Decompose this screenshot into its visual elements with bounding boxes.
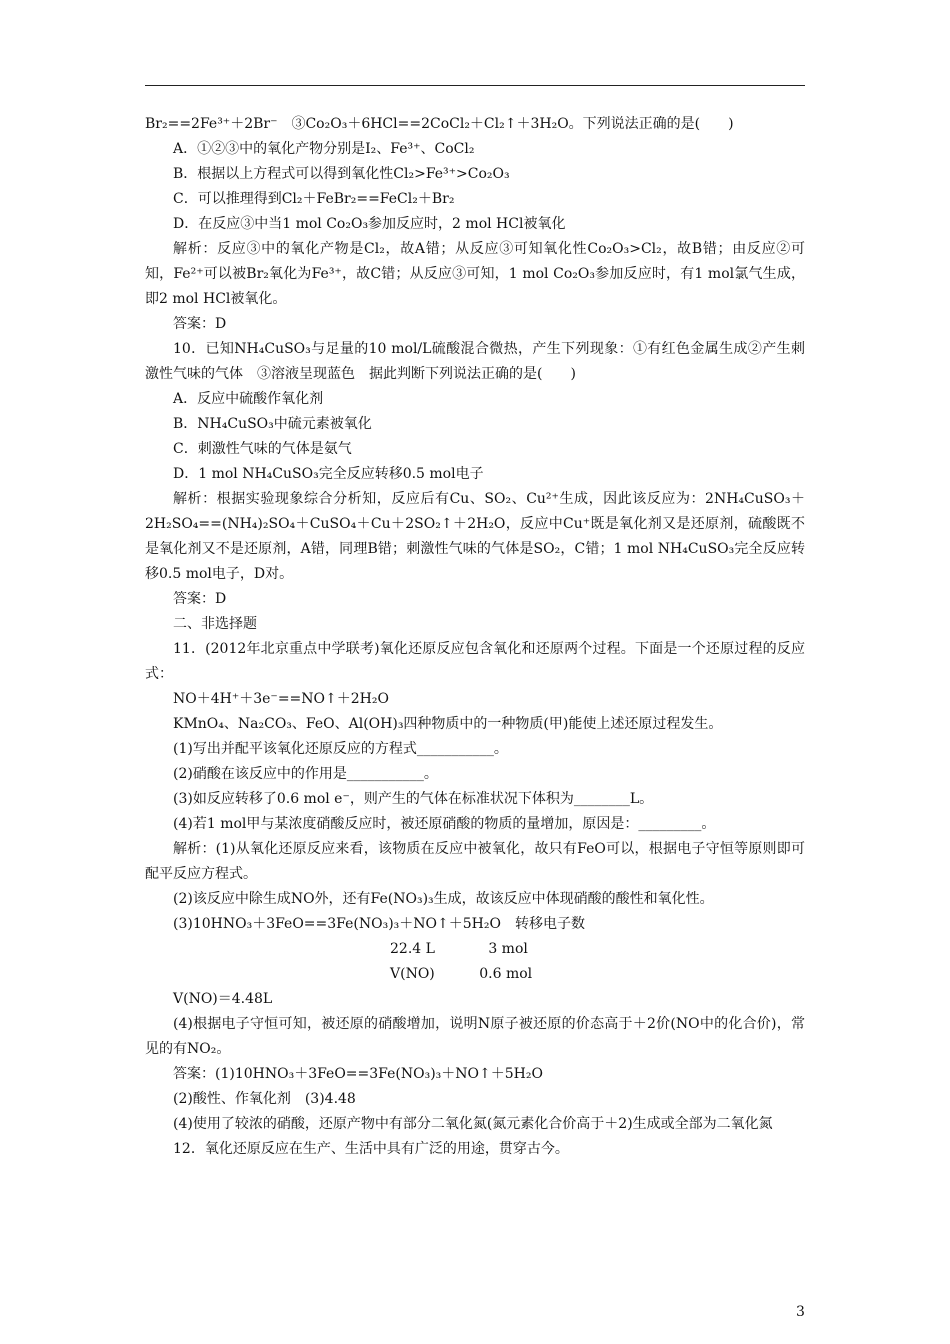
text-line: 答案：D (173, 591, 227, 607)
text-line: NO＋4H⁺＋3e⁻==NO↑＋2H₂O (173, 691, 389, 707)
text-line: V(NO) 0.6 mol (390, 966, 533, 982)
text-line: (1)写出并配平该氧化还原反应的方程式___________。 (173, 741, 508, 757)
text-line: (4)使用了较浓的硝酸，还原产物中有部分二氧化氮(氮元素化合价高于＋2)生成或全部为二氧化氮 (173, 1116, 773, 1132)
text-line: D．1 mol NH₄CuSO₃完全反应转移0.5 mol电子 (173, 466, 484, 482)
text-line: Br₂==2Fe³⁺＋2Br⁻ ③Co₂O₃＋6HCl==2CoCl₂＋Cl₂↑＋3H₂O。下列说法正确的是( ) (145, 116, 734, 132)
header-rule (145, 85, 805, 86)
page-body (145, 112, 805, 1162)
text-line: D．在反应③中当1 mol Co₂O₃参加反应时，2 mol HCl被氧化 (173, 216, 566, 232)
page-number: 3 (796, 1304, 805, 1320)
text-line: (2)酸性、作氧化剂 (3)4.48 (173, 1091, 356, 1107)
text-line: 11．(2012年北京重点中学联考)氧化还原反应包含氧化和还原两个过程。下面是一个还原过程的反应式： (145, 641, 805, 682)
text-line: C．刺激性气味的气体是氨气 (173, 441, 352, 457)
text-line: 10．已知NH₄CuSO₃与足量的10 mol/L硫酸混合微热，产生下列现象：①有红色金属生成②产生刺激性气味的气体 ③溶液呈现蓝色 据此判断下列说法正确的是( ) (145, 341, 805, 382)
text-line: (3)10HNO₃＋3FeO==3Fe(NO₃)₃＋NO↑＋5H₂O 转移电子数 (173, 916, 585, 932)
text-line: A．反应中硫酸作氧化剂 (173, 391, 324, 407)
text-line: 解析：根据实验现象综合分析知，反应后有Cu、SO₂、Cu²⁺生成，因此该反应为：2NH₄CuSO₃＋2H₂SO₄==(NH₄)₂SO₄＋CuSO₄＋Cu＋2SO₂↑＋2H₂O，反应中Cu⁺既是氧化剂又是还原剂，硫酸既不是氧化剂又不是还原剂，A错，同理B错；刺激性气味的气体是SO₂，C错；1 mol NH₄CuSO₃完全反应转移0.5 mol电子，D对。 (145, 491, 805, 582)
text-line: (2)该反应中除生成NO外，还有Fe(NO₃)₃生成，故该反应中体现硝酸的酸性和氧化性。 (173, 891, 714, 907)
text-line: 二、非选择题 (173, 616, 257, 632)
text-line: B．根据以上方程式可以得到氧化性Cl₂>Fe³⁺>Co₂O₃ (173, 166, 510, 182)
text-line: 答案：D (173, 316, 227, 332)
text-line: (4)若1 mol甲与某浓度硝酸反应时，被还原硝酸的物质的量增加，原因是：_________。 (173, 816, 716, 832)
text-line: 答案：(1)10HNO₃＋3FeO==3Fe(NO₃)₃＋NO↑＋5H₂O (173, 1066, 543, 1082)
text-line: (4)根据电子守恒可知，被还原的硝酸增加，说明N原子被还原的价态高于＋2价(NO中的化合价)，常见的有NO₂。 (145, 1016, 805, 1057)
text-line: 解析：反应③中的氧化产物是Cl₂，故A错；从反应③可知氧化性Co₂O₃>Cl₂，故B错；由反应②可知，Fe²⁺可以被Br₂氧化为Fe³⁺，故C错；从反应③可知，1 mol Co₂O₃参加反应时，有1 mol氯气生成，即2 mol HCl被氧化。 (145, 241, 805, 307)
text-line: V(NO)＝4.48L (173, 991, 273, 1007)
text-line: 12．氧化还原反应在生产、生活中具有广泛的用途，贯穿古今。 (173, 1141, 569, 1157)
text-line: B．NH₄CuSO₃中硫元素被氧化 (173, 416, 372, 432)
text-line: C．可以推理得到Cl₂＋FeBr₂==FeCl₂＋Br₂ (173, 191, 455, 207)
text-line: 22.4 L 3 mol (390, 941, 528, 957)
text-line: (3)如反应转移了0.6 mol e⁻，则产生的气体在标准状况下体积为________L。 (173, 791, 654, 807)
text-line: 解析：(1)从氧化还原反应来看，该物质在反应中被氧化，故只有FeO可以，根据电子守恒等原则即可配平反应方程式。 (145, 841, 805, 882)
text-line: KMnO₄、Na₂CO₃、FeO、Al(OH)₃四种物质中的一种物质(甲)能使上述还原过程发生。 (173, 716, 723, 732)
text-line: A．①②③中的氧化产物分别是I₂、Fe³⁺、CoCl₂ (173, 141, 475, 157)
text-line: (2)硝酸在该反应中的作用是___________。 (173, 766, 438, 782)
